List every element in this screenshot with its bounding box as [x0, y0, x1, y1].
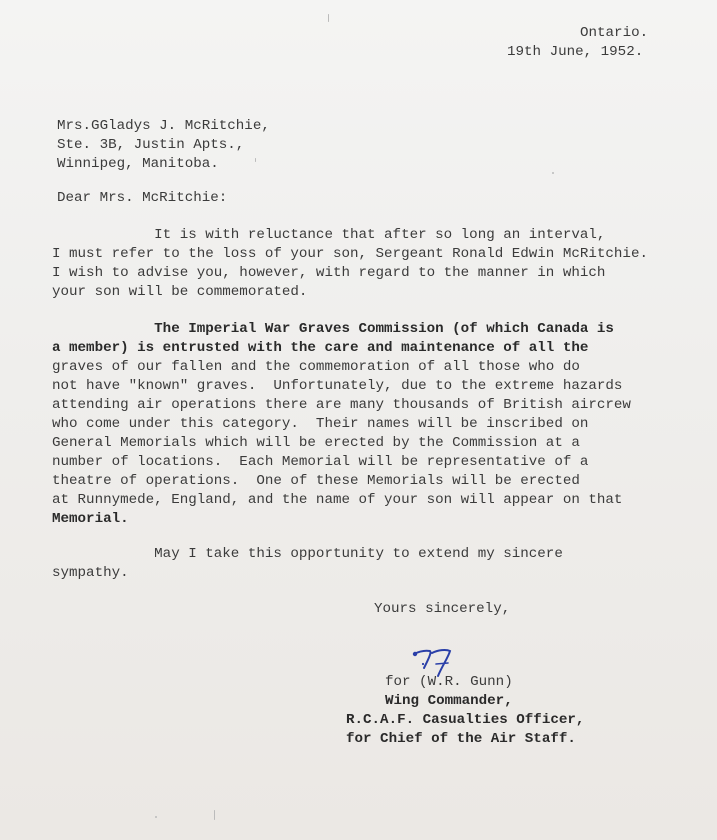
paragraph-2-line: Memorial.: [52, 511, 129, 527]
signature-position: R.C.A.F. Casualties Officer,: [346, 712, 585, 728]
paragraph-2-line: number of locations. Each Memorial will be representative of a: [52, 454, 589, 470]
paragraph-2-line: General Memorials which will be erected by the Commission at a: [52, 435, 580, 451]
paragraph-1-line: I wish to advise you, however, with regard to the manner in which: [52, 265, 606, 281]
header-date: 19th June, 1952.: [507, 44, 644, 60]
paragraph-1-line: It is with reluctance that after so long an interval,: [52, 227, 606, 243]
paragraph-3-line: sympathy.: [52, 565, 129, 581]
recipient-city: Winnipeg, Manitoba.: [57, 156, 219, 172]
paragraph-1-line: I must refer to the loss of your son, Sergeant Ronald Edwin McRitchie.: [52, 246, 648, 262]
recipient-name: Mrs.GGladys J. McRitchie,: [57, 118, 270, 134]
paragraph-2-line: graves of our fallen and the commemoration of all those who do: [52, 359, 580, 375]
paragraph-2-line: not have "known" graves. Unfortunately, due to the extreme hazards: [52, 378, 623, 394]
header-place: Ontario.: [580, 25, 649, 41]
paragraph-2-line: attending air operations there are many thousands of British aircrew: [52, 397, 631, 413]
paragraph-2-line: theatre of operations. One of these Memorials will be erected: [52, 473, 580, 489]
paragraph-2-line: The Imperial War Graves Commission (of which Canada is: [52, 321, 614, 337]
paragraph-2-line: who come under this category. Their names will be inscribed on: [52, 416, 589, 432]
recipient-address: Ste. 3B, Justin Apts.,: [57, 137, 245, 153]
paragraph-2-line: at Runnymede, England, and the name of your son will appear on that: [52, 492, 623, 508]
paragraph-2-line: a member) is entrusted with the care and maintenance of all the: [52, 340, 589, 356]
paragraph-3-line: May I take this opportunity to extend my sincere: [52, 546, 563, 562]
signature-line-1: for (W.R. Gunn): [385, 674, 513, 690]
signature-office: for Chief of the Air Staff.: [346, 731, 576, 747]
signature-title: Wing Commander,: [385, 693, 513, 709]
salutation: Dear Mrs. McRitchie:: [57, 190, 228, 206]
closing: Yours sincerely,: [374, 601, 511, 617]
paragraph-1-line: your son will be commemorated.: [52, 284, 308, 300]
